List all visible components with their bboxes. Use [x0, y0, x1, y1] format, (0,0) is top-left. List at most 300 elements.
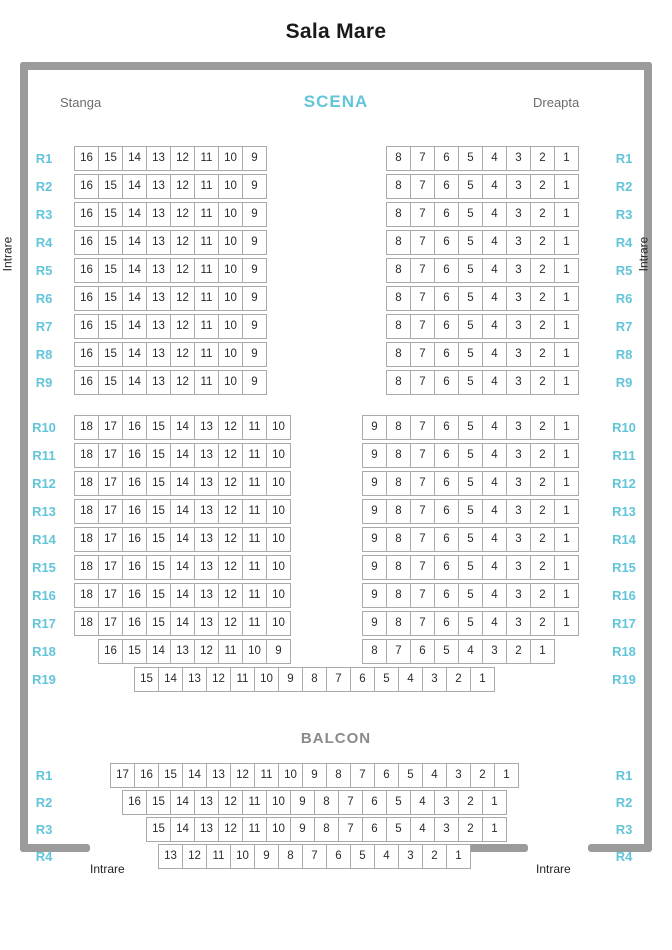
seat[interactable]: 3: [506, 342, 531, 367]
seat[interactable]: 16: [74, 146, 99, 171]
seat[interactable]: 8: [386, 342, 411, 367]
seat[interactable]: 2: [446, 667, 471, 692]
seat[interactable]: 16: [122, 499, 147, 524]
seat[interactable]: 3: [506, 471, 531, 496]
seat[interactable]: 7: [410, 370, 435, 395]
seat[interactable]: 14: [122, 230, 147, 255]
seat[interactable]: 3: [434, 790, 459, 815]
seat[interactable]: 16: [74, 314, 99, 339]
seat[interactable]: 7: [350, 763, 375, 788]
seat[interactable]: 5: [458, 527, 483, 552]
seat[interactable]: 3: [422, 667, 447, 692]
seat[interactable]: 7: [338, 790, 363, 815]
seat[interactable]: 15: [146, 583, 171, 608]
seat[interactable]: 8: [386, 443, 411, 468]
seat[interactable]: 18: [74, 583, 99, 608]
seat[interactable]: 4: [482, 174, 507, 199]
seat[interactable]: 16: [122, 611, 147, 636]
seat[interactable]: 14: [122, 174, 147, 199]
seat[interactable]: 10: [266, 611, 291, 636]
seat[interactable]: 9: [278, 667, 303, 692]
seat[interactable]: 13: [146, 286, 171, 311]
seat[interactable]: 14: [122, 370, 147, 395]
seat[interactable]: 16: [74, 174, 99, 199]
seat[interactable]: 16: [122, 555, 147, 580]
seat[interactable]: 2: [530, 174, 555, 199]
seat[interactable]: 7: [410, 443, 435, 468]
seat[interactable]: 7: [410, 202, 435, 227]
seat[interactable]: 12: [170, 370, 195, 395]
seat[interactable]: 2: [530, 499, 555, 524]
seat[interactable]: 9: [362, 499, 387, 524]
seat[interactable]: 8: [386, 555, 411, 580]
seat[interactable]: 18: [74, 499, 99, 524]
seat[interactable]: 12: [170, 146, 195, 171]
seat[interactable]: 13: [146, 146, 171, 171]
seat[interactable]: 11: [194, 174, 219, 199]
seat[interactable]: 5: [458, 555, 483, 580]
seat[interactable]: 12: [218, 817, 243, 842]
seat[interactable]: 15: [98, 202, 123, 227]
seat[interactable]: 13: [194, 555, 219, 580]
seat[interactable]: 8: [386, 499, 411, 524]
seat[interactable]: 12: [218, 790, 243, 815]
seat[interactable]: 5: [458, 202, 483, 227]
seat[interactable]: 5: [374, 667, 399, 692]
seat[interactable]: 10: [266, 499, 291, 524]
seat[interactable]: 11: [194, 314, 219, 339]
seat[interactable]: 11: [242, 527, 267, 552]
seat[interactable]: 17: [98, 611, 123, 636]
seat[interactable]: 14: [170, 443, 195, 468]
seat[interactable]: 14: [170, 817, 195, 842]
seat[interactable]: 10: [266, 443, 291, 468]
seat[interactable]: 16: [74, 230, 99, 255]
seat[interactable]: 3: [506, 314, 531, 339]
seat[interactable]: 6: [434, 370, 459, 395]
seat[interactable]: 14: [122, 258, 147, 283]
seat[interactable]: 16: [122, 527, 147, 552]
seat[interactable]: 18: [74, 555, 99, 580]
seat[interactable]: 6: [434, 471, 459, 496]
seat[interactable]: 2: [422, 844, 447, 869]
seat[interactable]: 16: [98, 639, 123, 664]
seat[interactable]: 16: [122, 790, 147, 815]
seat[interactable]: 13: [146, 342, 171, 367]
seat[interactable]: 5: [458, 415, 483, 440]
seat[interactable]: 1: [482, 817, 507, 842]
seat[interactable]: 14: [158, 667, 183, 692]
seat[interactable]: 12: [218, 583, 243, 608]
seat[interactable]: 11: [242, 583, 267, 608]
seat[interactable]: 8: [386, 415, 411, 440]
seat[interactable]: 2: [530, 527, 555, 552]
seat[interactable]: 17: [98, 555, 123, 580]
seat[interactable]: 17: [98, 415, 123, 440]
seat[interactable]: 1: [554, 286, 579, 311]
seat[interactable]: 11: [242, 443, 267, 468]
seat[interactable]: 7: [410, 146, 435, 171]
seat[interactable]: 7: [410, 555, 435, 580]
seat[interactable]: 8: [278, 844, 303, 869]
seat[interactable]: 12: [194, 639, 219, 664]
seat[interactable]: 4: [482, 443, 507, 468]
seat[interactable]: 13: [146, 314, 171, 339]
seat[interactable]: 13: [146, 258, 171, 283]
seat[interactable]: 16: [122, 443, 147, 468]
seat[interactable]: 10: [218, 146, 243, 171]
seat[interactable]: 18: [74, 471, 99, 496]
seat[interactable]: 3: [506, 555, 531, 580]
seat[interactable]: 15: [146, 443, 171, 468]
seat[interactable]: 4: [482, 286, 507, 311]
seat[interactable]: 13: [146, 230, 171, 255]
seat[interactable]: 10: [242, 639, 267, 664]
seat[interactable]: 1: [446, 844, 471, 869]
seat[interactable]: 8: [386, 286, 411, 311]
seat[interactable]: 8: [386, 230, 411, 255]
seat[interactable]: 4: [482, 230, 507, 255]
seat[interactable]: 9: [266, 639, 291, 664]
seat[interactable]: 16: [122, 415, 147, 440]
seat[interactable]: 9: [242, 370, 267, 395]
seat[interactable]: 2: [458, 790, 483, 815]
seat[interactable]: 2: [506, 639, 531, 664]
seat[interactable]: 4: [482, 555, 507, 580]
seat[interactable]: 16: [74, 342, 99, 367]
seat[interactable]: 1: [554, 415, 579, 440]
seat[interactable]: 5: [458, 314, 483, 339]
seat[interactable]: 11: [194, 286, 219, 311]
seat[interactable]: 9: [242, 342, 267, 367]
seat[interactable]: 12: [170, 174, 195, 199]
seat[interactable]: 9: [242, 258, 267, 283]
seat[interactable]: 14: [170, 499, 195, 524]
seat[interactable]: 2: [530, 342, 555, 367]
seat[interactable]: 13: [194, 611, 219, 636]
seat[interactable]: 5: [458, 471, 483, 496]
seat[interactable]: 15: [158, 763, 183, 788]
seat[interactable]: 3: [506, 583, 531, 608]
seat[interactable]: 3: [506, 415, 531, 440]
seat[interactable]: 16: [122, 583, 147, 608]
seat[interactable]: 10: [218, 342, 243, 367]
seat[interactable]: 1: [554, 314, 579, 339]
seat[interactable]: 9: [242, 230, 267, 255]
seat[interactable]: 14: [122, 286, 147, 311]
seat[interactable]: 8: [362, 639, 387, 664]
seat[interactable]: 2: [530, 555, 555, 580]
seat[interactable]: 16: [74, 202, 99, 227]
seat[interactable]: 16: [134, 763, 159, 788]
seat[interactable]: 7: [410, 415, 435, 440]
seat[interactable]: 14: [170, 611, 195, 636]
seat[interactable]: 13: [194, 471, 219, 496]
seat[interactable]: 14: [170, 583, 195, 608]
seat[interactable]: 5: [398, 763, 423, 788]
seat[interactable]: 5: [386, 817, 411, 842]
seat[interactable]: 1: [554, 202, 579, 227]
seat[interactable]: 8: [386, 611, 411, 636]
seat[interactable]: 10: [278, 763, 303, 788]
seat[interactable]: 15: [146, 611, 171, 636]
seat[interactable]: 9: [290, 817, 315, 842]
seat[interactable]: 6: [410, 639, 435, 664]
seat[interactable]: 15: [98, 286, 123, 311]
seat[interactable]: 11: [242, 555, 267, 580]
seat[interactable]: 8: [386, 471, 411, 496]
seat[interactable]: 3: [482, 639, 507, 664]
seat[interactable]: 8: [386, 202, 411, 227]
seat[interactable]: 7: [386, 639, 411, 664]
seat[interactable]: 3: [398, 844, 423, 869]
seat[interactable]: 12: [170, 230, 195, 255]
seat[interactable]: 1: [554, 499, 579, 524]
seat[interactable]: 8: [386, 583, 411, 608]
seat[interactable]: 15: [146, 817, 171, 842]
seat[interactable]: 1: [494, 763, 519, 788]
seat[interactable]: 4: [482, 415, 507, 440]
seat[interactable]: 7: [338, 817, 363, 842]
seat[interactable]: 11: [242, 499, 267, 524]
seat[interactable]: 8: [386, 314, 411, 339]
seat[interactable]: 6: [434, 146, 459, 171]
seat[interactable]: 3: [506, 499, 531, 524]
seat[interactable]: 12: [218, 471, 243, 496]
seat[interactable]: 12: [170, 342, 195, 367]
seat[interactable]: 1: [554, 471, 579, 496]
seat[interactable]: 2: [470, 763, 495, 788]
seat[interactable]: 10: [266, 817, 291, 842]
seat[interactable]: 2: [530, 286, 555, 311]
seat[interactable]: 8: [386, 370, 411, 395]
seat[interactable]: 3: [506, 202, 531, 227]
seat[interactable]: 13: [194, 527, 219, 552]
seat[interactable]: 3: [506, 174, 531, 199]
seat[interactable]: 3: [506, 370, 531, 395]
seat[interactable]: 1: [554, 230, 579, 255]
seat[interactable]: 11: [194, 370, 219, 395]
seat[interactable]: 9: [302, 763, 327, 788]
seat[interactable]: 9: [254, 844, 279, 869]
seat[interactable]: 8: [386, 174, 411, 199]
seat[interactable]: 9: [362, 471, 387, 496]
seat[interactable]: 15: [146, 471, 171, 496]
seat[interactable]: 1: [554, 342, 579, 367]
seat[interactable]: 2: [530, 370, 555, 395]
seat[interactable]: 12: [170, 202, 195, 227]
seat[interactable]: 1: [554, 583, 579, 608]
seat[interactable]: 14: [170, 471, 195, 496]
seat[interactable]: 13: [158, 844, 183, 869]
seat[interactable]: 15: [98, 258, 123, 283]
seat[interactable]: 14: [170, 415, 195, 440]
seat[interactable]: 15: [98, 342, 123, 367]
seat[interactable]: 4: [410, 817, 435, 842]
seat[interactable]: 2: [530, 583, 555, 608]
seat[interactable]: 5: [350, 844, 375, 869]
seat[interactable]: 12: [218, 611, 243, 636]
seat[interactable]: 5: [458, 443, 483, 468]
seat[interactable]: 10: [218, 174, 243, 199]
seat[interactable]: 12: [182, 844, 207, 869]
seat[interactable]: 16: [74, 258, 99, 283]
seat[interactable]: 8: [314, 790, 339, 815]
seat[interactable]: 10: [218, 230, 243, 255]
seat[interactable]: 5: [458, 499, 483, 524]
seat[interactable]: 7: [410, 230, 435, 255]
seat[interactable]: 11: [194, 230, 219, 255]
seat[interactable]: 11: [242, 471, 267, 496]
seat[interactable]: 14: [170, 555, 195, 580]
seat[interactable]: 15: [122, 639, 147, 664]
seat[interactable]: 10: [218, 314, 243, 339]
seat[interactable]: 6: [362, 790, 387, 815]
seat[interactable]: 7: [410, 583, 435, 608]
seat[interactable]: 12: [218, 443, 243, 468]
seat[interactable]: 14: [122, 342, 147, 367]
seat[interactable]: 4: [458, 639, 483, 664]
seat[interactable]: 13: [194, 817, 219, 842]
seat[interactable]: 3: [506, 527, 531, 552]
seat[interactable]: 3: [506, 230, 531, 255]
seat[interactable]: 4: [398, 667, 423, 692]
seat[interactable]: 14: [170, 527, 195, 552]
seat[interactable]: 6: [434, 174, 459, 199]
seat[interactable]: 6: [434, 443, 459, 468]
seat[interactable]: 13: [194, 583, 219, 608]
seat[interactable]: 4: [482, 258, 507, 283]
seat[interactable]: 12: [218, 499, 243, 524]
seat[interactable]: 6: [434, 258, 459, 283]
seat[interactable]: 10: [266, 583, 291, 608]
seat[interactable]: 17: [98, 471, 123, 496]
seat[interactable]: 3: [506, 611, 531, 636]
seat[interactable]: 11: [242, 415, 267, 440]
seat[interactable]: 15: [98, 370, 123, 395]
seat[interactable]: 17: [98, 499, 123, 524]
seat[interactable]: 18: [74, 443, 99, 468]
seat[interactable]: 4: [482, 342, 507, 367]
seat[interactable]: 7: [326, 667, 351, 692]
seat[interactable]: 13: [170, 639, 195, 664]
seat[interactable]: 6: [434, 611, 459, 636]
seat[interactable]: 13: [194, 790, 219, 815]
seat[interactable]: 14: [122, 202, 147, 227]
seat[interactable]: 3: [506, 258, 531, 283]
seat[interactable]: 2: [530, 471, 555, 496]
seat[interactable]: 4: [482, 499, 507, 524]
seat[interactable]: 9: [242, 146, 267, 171]
seat[interactable]: 4: [482, 314, 507, 339]
seat[interactable]: 6: [434, 527, 459, 552]
seat[interactable]: 6: [434, 286, 459, 311]
seat[interactable]: 5: [458, 370, 483, 395]
seat[interactable]: 7: [410, 527, 435, 552]
seat[interactable]: 15: [146, 415, 171, 440]
seat[interactable]: 2: [530, 443, 555, 468]
seat[interactable]: 1: [482, 790, 507, 815]
seat[interactable]: 10: [266, 471, 291, 496]
seat[interactable]: 11: [218, 639, 243, 664]
seat[interactable]: 15: [146, 790, 171, 815]
seat[interactable]: 7: [410, 499, 435, 524]
seat[interactable]: 9: [242, 314, 267, 339]
seat[interactable]: 4: [374, 844, 399, 869]
seat[interactable]: 1: [554, 555, 579, 580]
seat[interactable]: 3: [506, 286, 531, 311]
seat[interactable]: 3: [434, 817, 459, 842]
seat[interactable]: 10: [218, 286, 243, 311]
seat[interactable]: 8: [314, 817, 339, 842]
seat[interactable]: 12: [230, 763, 255, 788]
seat[interactable]: 15: [146, 499, 171, 524]
seat[interactable]: 13: [206, 763, 231, 788]
seat[interactable]: 6: [326, 844, 351, 869]
seat[interactable]: 2: [530, 314, 555, 339]
seat[interactable]: 11: [242, 790, 267, 815]
seat[interactable]: 17: [110, 763, 135, 788]
seat[interactable]: 14: [170, 790, 195, 815]
seat[interactable]: 2: [530, 611, 555, 636]
seat[interactable]: 9: [362, 415, 387, 440]
seat[interactable]: 6: [434, 415, 459, 440]
seat[interactable]: 2: [530, 258, 555, 283]
seat[interactable]: 4: [482, 146, 507, 171]
seat[interactable]: 4: [482, 471, 507, 496]
seat[interactable]: 8: [326, 763, 351, 788]
seat[interactable]: 6: [374, 763, 399, 788]
seat[interactable]: 9: [290, 790, 315, 815]
seat[interactable]: 1: [470, 667, 495, 692]
seat[interactable]: 6: [362, 817, 387, 842]
seat[interactable]: 5: [458, 146, 483, 171]
seat[interactable]: 17: [98, 527, 123, 552]
seat[interactable]: 15: [98, 230, 123, 255]
seat[interactable]: 15: [98, 174, 123, 199]
seat[interactable]: 11: [242, 817, 267, 842]
seat[interactable]: 3: [446, 763, 471, 788]
seat[interactable]: 8: [302, 667, 327, 692]
seat[interactable]: 6: [434, 230, 459, 255]
seat[interactable]: 11: [194, 146, 219, 171]
seat[interactable]: 9: [362, 527, 387, 552]
seat[interactable]: 13: [194, 443, 219, 468]
seat[interactable]: 13: [146, 370, 171, 395]
seat[interactable]: 11: [242, 611, 267, 636]
seat[interactable]: 7: [410, 342, 435, 367]
seat[interactable]: 10: [254, 667, 279, 692]
seat[interactable]: 3: [506, 443, 531, 468]
seat[interactable]: 6: [434, 555, 459, 580]
seat[interactable]: 12: [170, 286, 195, 311]
seat[interactable]: 9: [362, 583, 387, 608]
seat[interactable]: 11: [230, 667, 255, 692]
seat[interactable]: 12: [170, 314, 195, 339]
seat[interactable]: 6: [434, 583, 459, 608]
seat[interactable]: 12: [218, 415, 243, 440]
seat[interactable]: 5: [458, 174, 483, 199]
seat[interactable]: 4: [482, 370, 507, 395]
seat[interactable]: 16: [74, 370, 99, 395]
seat[interactable]: 15: [134, 667, 159, 692]
seat[interactable]: 18: [74, 611, 99, 636]
seat[interactable]: 7: [410, 174, 435, 199]
seat[interactable]: 18: [74, 415, 99, 440]
seat[interactable]: 11: [206, 844, 231, 869]
seat[interactable]: 7: [410, 286, 435, 311]
seat[interactable]: 12: [218, 527, 243, 552]
